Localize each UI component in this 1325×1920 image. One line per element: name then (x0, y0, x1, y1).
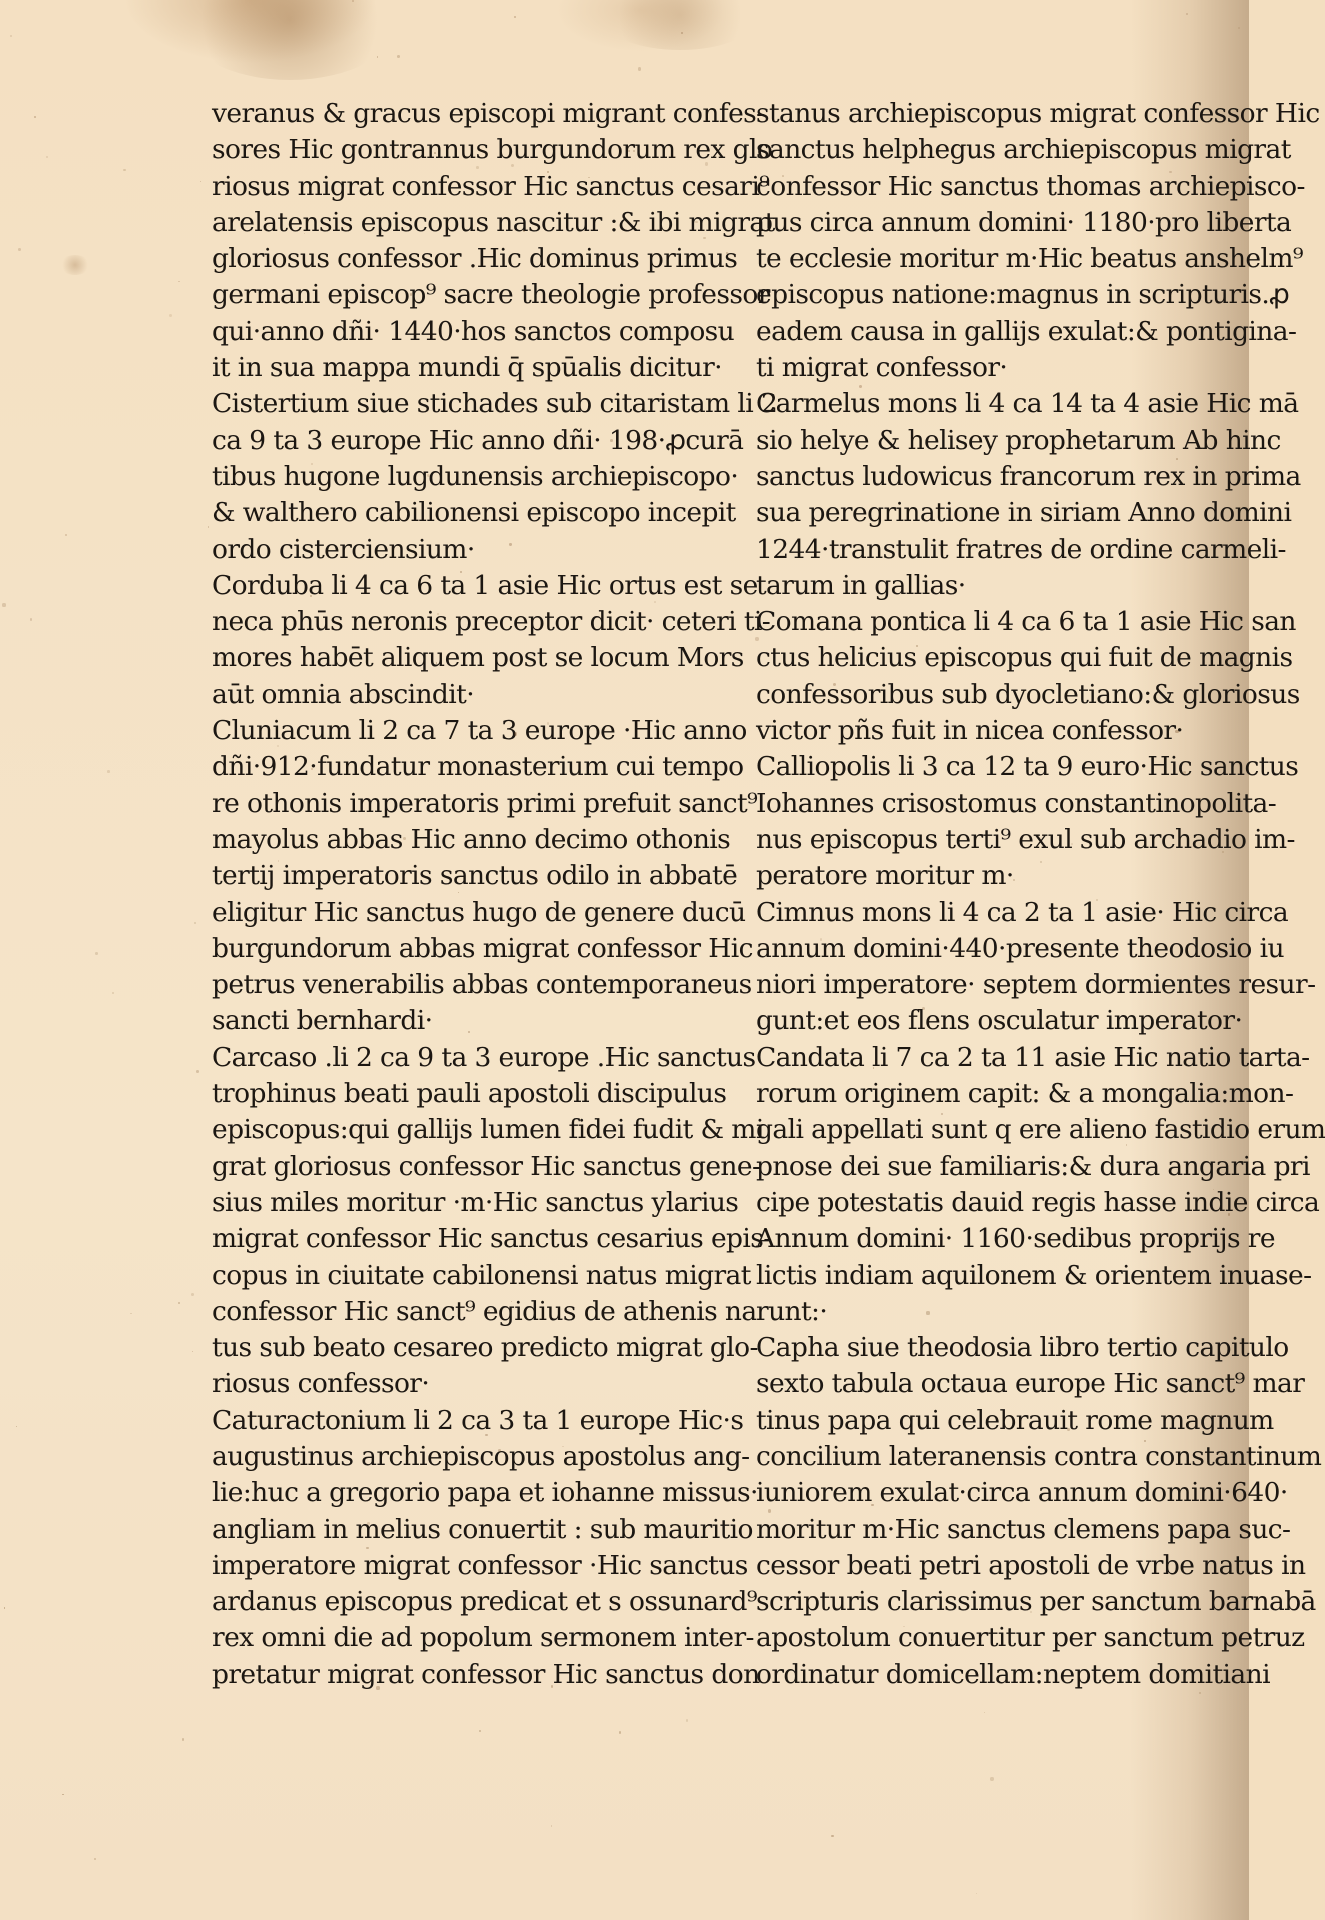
paper-speck (793, 512, 796, 515)
paper-speck (535, 879, 538, 882)
text-line: sio helye & helisey prophetarum Ab hinc (756, 424, 1281, 456)
paper-speck (277, 745, 279, 747)
paper-speck (130, 1313, 132, 1315)
text-line: qui·anno dñi· 1440·hos sanctos composu (212, 315, 735, 347)
text-line: trophinus beati pauli apostoli discipulus (212, 1078, 727, 1110)
text-line: riosus confessor· (212, 1368, 430, 1400)
paper-speck (30, 618, 32, 620)
text-line: tertij imperatoris sanctus odilo in abbatē (212, 860, 738, 892)
text-line: veranus & gracus episcopi migrant confes- (212, 98, 765, 129)
paper-speck (498, 1449, 501, 1452)
paper-speck (1238, 27, 1240, 29)
paper-speck (294, 1419, 296, 1421)
paper-speck (701, 1167, 703, 1169)
text-line: Corduba li 4 ca 6 ta 1 asie Hic ortus est se (212, 569, 758, 601)
text-line: sanctus helphegus archiepiscopus migrat (756, 134, 1291, 166)
paper-speck (4, 1607, 5, 1608)
paper-speck (192, 1351, 193, 1352)
text-line: ca 9 ta 3 europe Hic anno dñi· 198·ꝓcurā (212, 424, 744, 456)
paper-speck (654, 601, 656, 603)
text-line: lictis indiam aquilonem & orientem inuase- (756, 1259, 1312, 1291)
paper-speck (1040, 861, 1042, 863)
paper-speck (1169, 171, 1171, 173)
paper-speck (182, 1738, 185, 1741)
paper-speck (476, 166, 479, 169)
paper-speck (178, 1302, 180, 1304)
text-line: mores habēt aliquem post se locum Mors (212, 642, 744, 674)
paper-speck (871, 1504, 873, 1506)
paper-speck (551, 1685, 553, 1687)
text-line: cipe potestatis dauid regis hasse indie circa (756, 1186, 1320, 1218)
text-line: tarum in gallias· (756, 569, 966, 601)
text-line: annum domini·440·presente theodosio iu (756, 932, 1284, 964)
paper-speck (604, 876, 605, 877)
text-line: aūt omnia abscindit· (212, 678, 475, 710)
paper-speck (112, 992, 114, 994)
paper-speck (523, 230, 525, 232)
paper-speck (62, 1794, 63, 1795)
text-line: moritur m·Hic sanctus clemens papa suc- (756, 1513, 1291, 1545)
text-line: burgundorum abbas migrat confessor Hic (212, 932, 753, 964)
text-line: Calliopolis li 3 ca 12 ta 9 euro·Hic sanctus (756, 751, 1299, 783)
text-line: migrat confessor Hic sanctus cesarius epis- (212, 1223, 772, 1255)
text-line: Candata li 7 ca 2 ta 11 asie Hic natio tarta- (756, 1041, 1310, 1073)
paper-speck (318, 949, 319, 950)
text-line: imperatore migrat confessor ·Hic sanctus (212, 1549, 748, 1581)
text-line: Iohannes crisostomus constantinopolita- (756, 787, 1277, 819)
text-line: ctus helicius episcopus qui fuit de magnis (756, 642, 1293, 674)
paper-speck (1228, 1213, 1230, 1215)
paper-speck (1144, 1440, 1146, 1442)
text-line: Annum domini· 1160·sedibus proprijs re (756, 1223, 1275, 1255)
paper-speck (782, 175, 784, 177)
paper-speck (16, 1426, 17, 1427)
text-line: niori imperatore· septem dormientes resur- (756, 969, 1316, 1001)
paper-speck (705, 162, 708, 165)
text-column-left (212, 96, 778, 1693)
text-line: gali appellati sunt q ere alieno fastidio erum (756, 1114, 1325, 1146)
text-line: pretatur migrat confessor Hic sanctus don (212, 1658, 760, 1690)
paper-speck (397, 55, 400, 58)
text-line: victor pñs fuit in nicea confessor· (756, 715, 1184, 747)
text-line: germani episcop⁹ sacre theologie professor (212, 279, 770, 311)
paper-speck (1199, 1692, 1201, 1694)
paper-speck (194, 922, 196, 924)
paper-speck (619, 1731, 622, 1734)
text-line: tus sub beato cesareo predicto migrat glo- (212, 1332, 758, 1364)
paper-speck (1013, 879, 1015, 881)
paper-speck (208, 526, 209, 527)
paper-speck (926, 1311, 929, 1314)
text-line: peratore moritur m· (756, 860, 1014, 892)
text-line: rex omni die ad popolum sermonem inter- (212, 1622, 754, 1654)
text-line: episcopus:qui gallijs lumen fidei fudit & mi (212, 1114, 764, 1146)
text-line: pnose dei sue familiaris:& dura angaria pri (756, 1150, 1310, 1182)
text-line: runt:· (756, 1295, 828, 1327)
paper-speck (831, 1835, 833, 1837)
paper-speck (610, 439, 613, 442)
text-line: grat gloriosus confessor Hic sanctus gene- (212, 1150, 761, 1182)
text-line: augustinus archiepiscopus apostolus ang- (212, 1440, 750, 1472)
text-line: petrus venerabilis abbas contemporaneus (212, 969, 752, 1001)
paper-speck (107, 770, 110, 773)
paper-speck (458, 892, 459, 893)
text-line: Cimnus mons li 4 ca 2 ta 1 asie· Hic circa (756, 896, 1289, 928)
paper-speck (547, 722, 549, 724)
paper-speck (311, 768, 313, 770)
text-line: sanctus ludowicus francorum rex in prima (756, 460, 1301, 492)
text-line: riosus migrat confessor Hic sanctus cesari⁹ (212, 170, 770, 202)
paper-speck (976, 1893, 977, 1894)
paper-speck (922, 1007, 925, 1010)
text-line: Comana pontica li 4 ca 6 ta 1 asie Hic san (756, 606, 1296, 638)
text-line: neca phūs neronis preceptor dicit· ceteri ti- (212, 606, 771, 638)
paper-speck (123, 169, 126, 172)
paper-speck (514, 732, 517, 735)
paper-speck (820, 938, 822, 940)
paper-speck (10, 35, 13, 38)
paper-speck (352, 0, 354, 2)
text-line: gloriosus confessor .Hic dominus primus (212, 243, 738, 275)
text-line: nus episcopus terti⁹ exul sub archadio im- (756, 823, 1295, 855)
text-line: 1244·transtulit fratres de ordine carmeli- (756, 533, 1286, 565)
text-line: Caturactonium li 2 ca 3 ta 1 europe Hic·s (212, 1404, 744, 1436)
paper-speck (726, 252, 728, 254)
text-line: rorum originem capit: & a mongalia:mon- (756, 1078, 1294, 1110)
paper-speck (310, 595, 312, 597)
text-line: Cluniacum li 2 ca 7 ta 3 europe ·Hic anno (212, 715, 747, 747)
ink-stain (180, 0, 400, 80)
text-line: te ecclesie moritur m·Hic beatus anshelm⁹ (756, 243, 1303, 275)
text-line: episcopus natione:magnus in scripturis.ꝓ (756, 279, 1290, 311)
text-line: confessor Hic sanctus thomas archiepisco- (756, 170, 1305, 202)
text-line: ordinatur domicellam:neptem domitiani (756, 1658, 1270, 1690)
paper-speck (647, 1088, 649, 1090)
paper-speck (311, 463, 313, 465)
text-line: Carcaso .li 2 ca 9 ta 3 europe .Hic sanctus (212, 1041, 756, 1073)
text-line: sexto tabula octaua europe Hic sanct⁹ mar (756, 1368, 1305, 1400)
text-line: & walthero cabilionensi episcopo incepit (212, 497, 736, 529)
paper-speck (434, 152, 436, 154)
paper-speck (869, 1463, 871, 1465)
text-line: scripturis clarissimus per sanctum barnabā (756, 1586, 1316, 1618)
text-line: tinus papa qui celebrauit rome magnum (756, 1404, 1274, 1436)
text-line: Cistertium siue stichades sub citaristam li 2 (212, 388, 778, 420)
text-line: mayolus abbas Hic anno decimo othonis (212, 823, 731, 855)
text-line: ordo cisterciensium· (212, 533, 475, 565)
paper-speck (1222, 851, 1223, 852)
paper-speck (94, 1858, 96, 1860)
paper-speck (376, 1686, 379, 1689)
text-line: concilium lateranensis contra constantinum (756, 1440, 1322, 1472)
paper-speck (34, 116, 36, 118)
paper-speck (196, 1070, 199, 1073)
text-column-right (756, 96, 1325, 1693)
paper-speck (509, 543, 511, 545)
paper-speck (46, 156, 47, 157)
ink-stain (60, 255, 90, 275)
text-line: Capha siue theodosia libro tertio capitulo (756, 1332, 1289, 1364)
text-line: sua peregrinatione in siriam Anno domini (756, 497, 1292, 529)
text-line: angliam in melius conuertit : sub mauritio (212, 1513, 753, 1545)
paper-speck (410, 293, 412, 295)
paper-speck (695, 221, 697, 223)
paper-speck (984, 1712, 985, 1713)
text-line: ti migrat confessor· (756, 352, 1008, 384)
paper-speck (1186, 13, 1188, 15)
text-line: gunt:et eos flens osculatur imperator· (756, 1005, 1243, 1037)
paper-speck (191, 1293, 194, 1296)
text-line: copus in ciuitate cabilonensi natus migrat (212, 1259, 751, 1291)
paper-speck (1078, 439, 1081, 442)
ink-stain (600, 0, 760, 50)
paper-speck (755, 637, 758, 640)
text-line: tibus hugone lugdunensis archiepiscopo· (212, 460, 739, 492)
paper-speck (514, 16, 516, 18)
text-line: iuniorem exulat·circa annum domini·640· (756, 1477, 1288, 1509)
text-line: eadem causa in gallijs exulat:& pontigina- (756, 315, 1297, 347)
paper-speck (990, 1777, 993, 1780)
paper-speck (479, 1730, 481, 1732)
text-line: sancti bernhardi· (212, 1005, 433, 1037)
paper-speck (1067, 1428, 1070, 1431)
paper-speck (367, 1522, 370, 1525)
text-line: pus circa annum domini· 1180·pro liberta (756, 206, 1292, 238)
paper-speck (491, 1606, 494, 1609)
text-line: sius miles moritur ·m·Hic sanctus ylarius (212, 1186, 739, 1218)
paper-speck (169, 314, 172, 317)
paper-speck (633, 150, 635, 152)
text-line: stanus archiepiscopus migrat confessor Hic (756, 98, 1320, 129)
paper-speck (551, 1825, 552, 1826)
paper-speck (1108, 437, 1111, 440)
text-line: Carmelus mons li 4 ca 14 ta 4 asie Hic mā (756, 388, 1299, 420)
paper-speck (1096, 899, 1098, 901)
paper-speck (815, 445, 816, 446)
paper-speck (703, 237, 705, 239)
text-line: confessoribus sub dyocletiano:& gloriosus (756, 678, 1300, 710)
text-line: cessor beati petri apostoli de vrbe natus in (756, 1549, 1306, 1581)
text-line: it in sua mappa mundi q̄ spūalis dicitur· (212, 352, 722, 384)
paper-speck (178, 281, 179, 282)
text-line: ardanus episcopus predicat et s ossunard⁹ (212, 1586, 757, 1618)
paper-speck (377, 56, 378, 57)
paper-speck (278, 860, 279, 861)
text-line: dñi·912·fundatur monasterium cui tempo (212, 751, 744, 783)
paper-speck (200, 181, 201, 182)
text-line: lie:huc a gregorio papa et iohanne missus· (212, 1477, 758, 1509)
text-line: eligitur Hic sanctus hugo de genere ducū (212, 896, 746, 928)
text-line: apostolum conuertitur per sanctum petruz (756, 1622, 1305, 1654)
paper-speck (18, 248, 21, 251)
paper-speck (898, 1124, 899, 1125)
paper-speck (65, 534, 67, 536)
paper-speck (686, 1719, 688, 1721)
paper-speck (762, 1032, 765, 1035)
paper-speck (437, 613, 439, 615)
paper-speck (95, 952, 98, 955)
paper-speck (488, 1310, 490, 1312)
paper-speck (1183, 771, 1186, 774)
paper-speck (903, 1626, 904, 1627)
text-line: sores Hic gontrannus burgundorum rex glo (212, 134, 773, 166)
paper-speck (768, 1509, 771, 1512)
text-line: confessor Hic sanct⁹ egidius de athenis na (212, 1295, 757, 1327)
text-line: re othonis imperatoris primi prefuit sanct⁹ (212, 787, 758, 819)
paper-speck (2, 603, 5, 606)
text-line: arelatensis episcopus nascitur :& ibi migrat (212, 206, 775, 238)
paper-speck (638, 67, 641, 70)
